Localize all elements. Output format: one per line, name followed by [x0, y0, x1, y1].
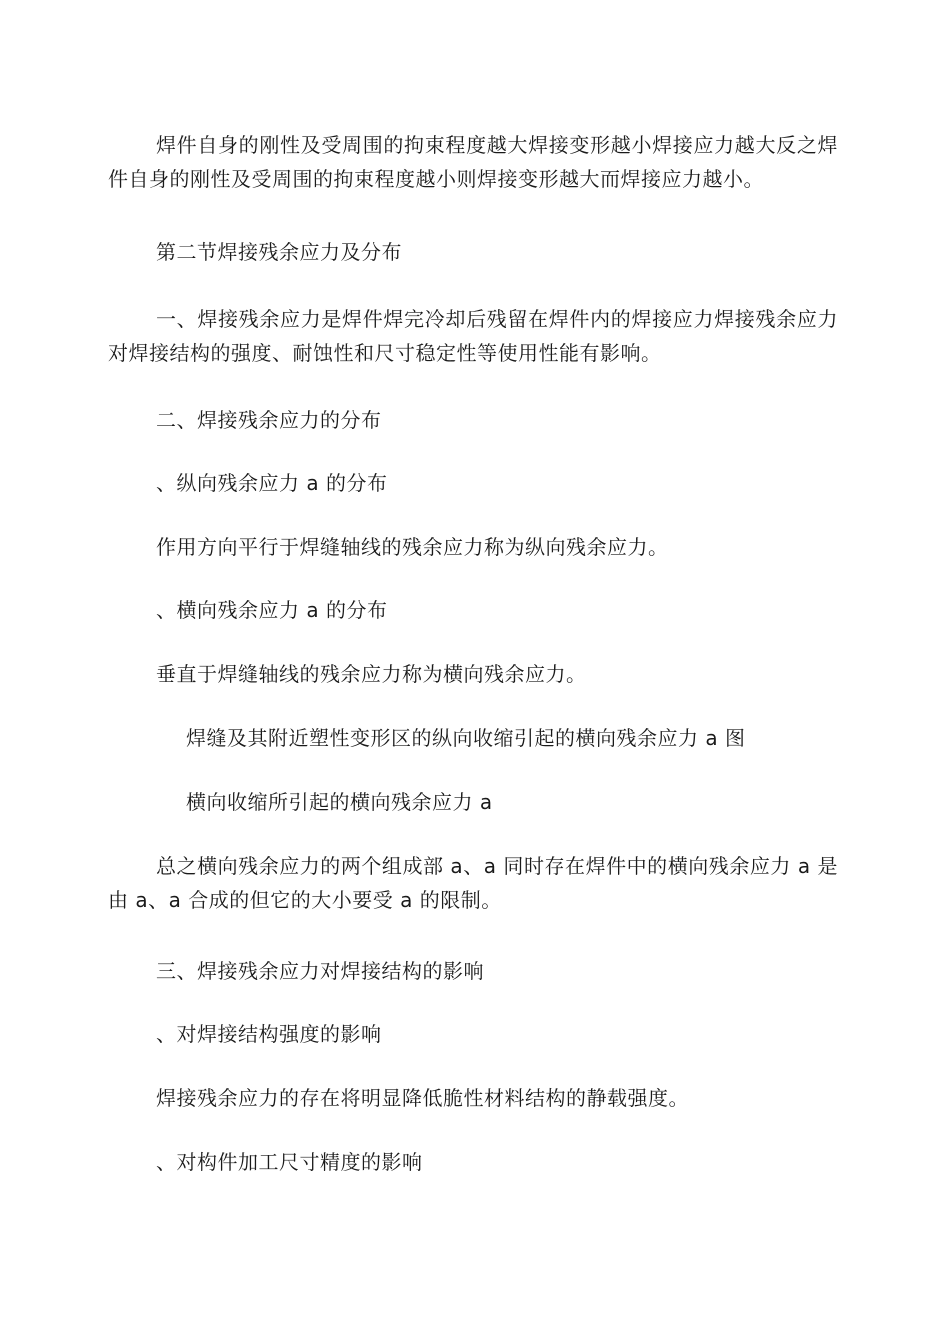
paragraph-strength-effect: 焊接残余应力的存在将明显降低脆性材料结构的静载强度。 [156, 1086, 689, 1110]
paragraph-transverse-definition: 垂直于焊缝轴线的残余应力称为横向残余应力。 [156, 662, 587, 686]
section-heading-2: 第二节焊接残余应力及分布 [156, 240, 402, 264]
paragraph-residual-stress-definition: 一、焊接残余应力是焊件焊完冷却后残留在焊件内的焊接应力焊接残余应力对焊接结构的强度、耐蚀性和尺寸稳定性等使用性能有影响。 [108, 307, 838, 365]
paragraph-longitudinal-definition: 作用方向平行于焊缝轴线的残余应力称为纵向残余应力。 [156, 535, 669, 559]
item-transverse-stress: 、横向残余应力 a 的分布 [156, 598, 388, 622]
item-longitudinal-stress: 、纵向残余应力 a 的分布 [156, 471, 388, 495]
subheading-distribution: 二、焊接残余应力的分布 [156, 408, 382, 432]
paragraph-transverse-component-2: 横向收缩所引起的横向残余应力 a [186, 790, 493, 814]
paragraph-summary: 总之横向残余应力的两个组成部 a、a 同时存在焊件中的横向残余应力 a 是由 a、a 合成的但它的大小要受 a 的限制。 [108, 854, 838, 912]
item-machining-precision-effect: 、对构件加工尺寸精度的影响 [156, 1150, 423, 1174]
paragraph-transverse-component-1: 焊缝及其附近塑性变形区的纵向收缩引起的横向残余应力 a 图 [186, 726, 746, 750]
item-strength-effect: 、对焊接结构强度的影响 [156, 1022, 382, 1046]
paragraph-rigidity: 焊件自身的刚性及受周围的拘束程度越大焊接变形越小焊接应力越大反之焊件自身的刚性及受周围的拘束程度越小则焊接变形越大而焊接应力越小。 [108, 133, 838, 191]
subheading-effects: 三、焊接残余应力对焊接结构的影响 [156, 959, 484, 983]
